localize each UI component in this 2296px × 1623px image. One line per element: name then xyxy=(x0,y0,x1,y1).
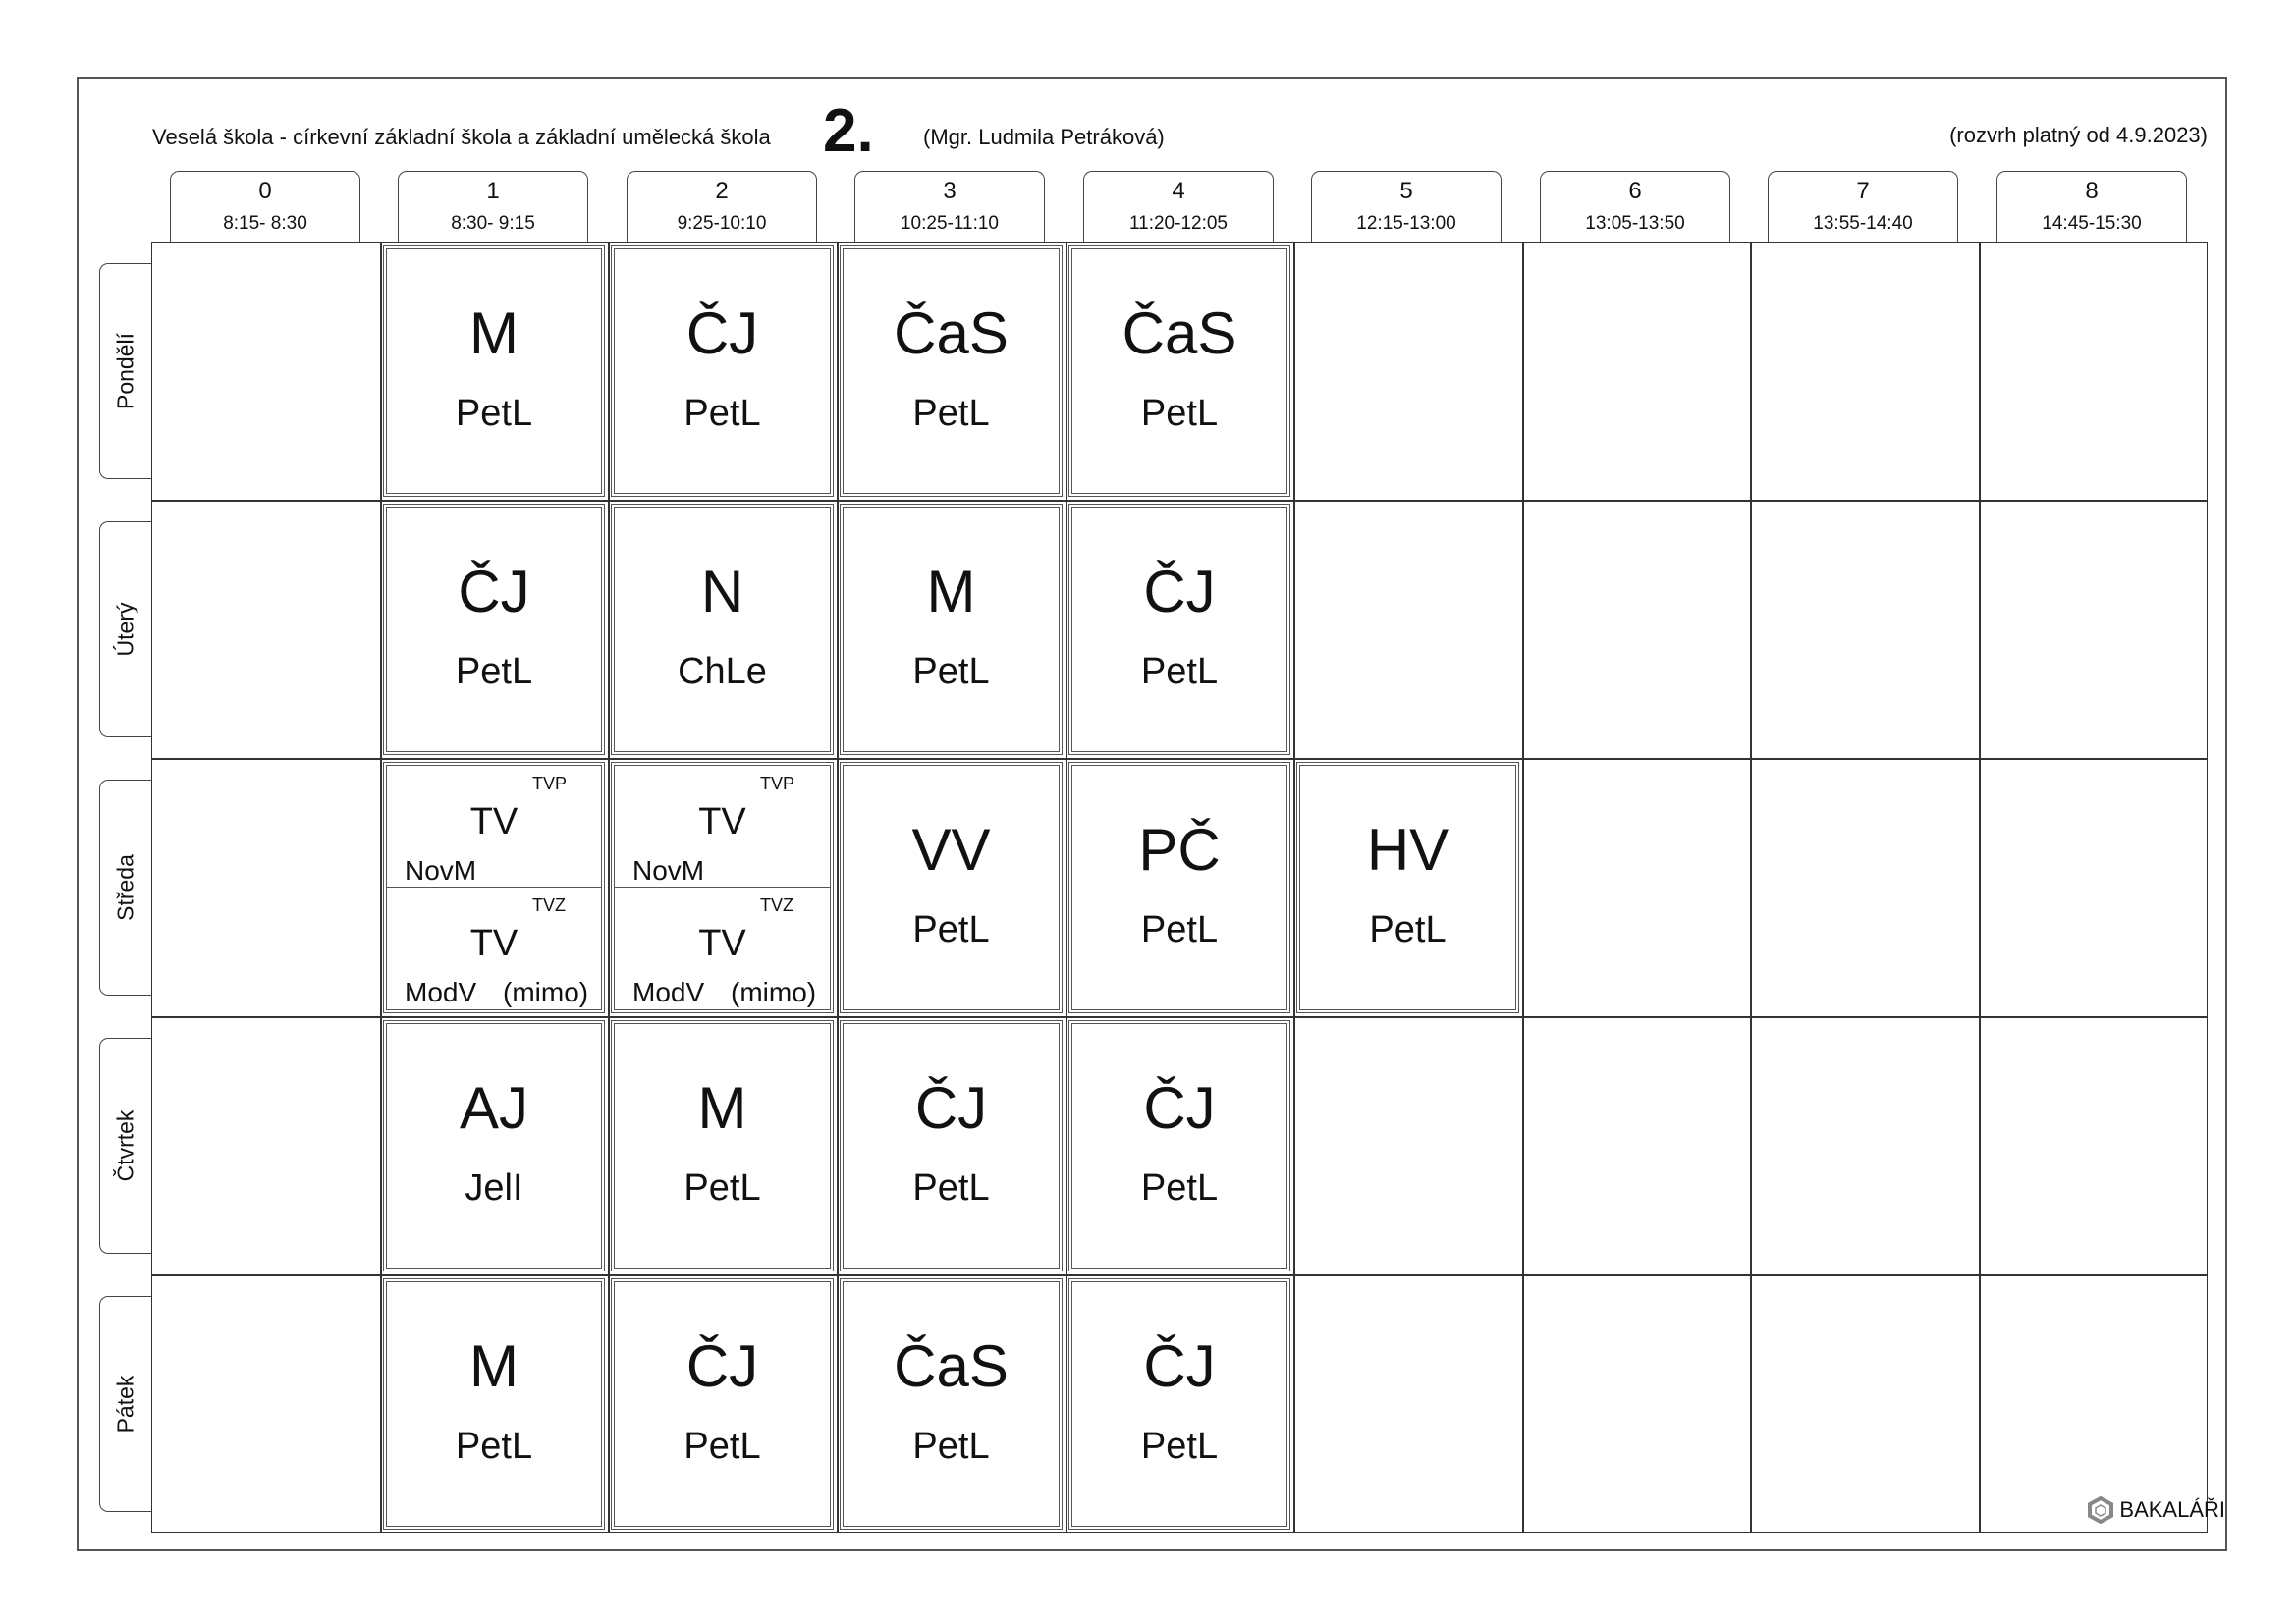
lesson-teacher: PetL xyxy=(1140,1167,1219,1209)
period-header-4 xyxy=(1083,171,1274,242)
lesson-subject: ČJ xyxy=(1143,1075,1216,1141)
lesson-teacher: PetL xyxy=(912,909,990,950)
day-label: Úterý xyxy=(112,602,138,657)
lesson-fri-2[interactable] xyxy=(614,1281,831,1527)
period-number: 6 xyxy=(1628,178,1642,204)
period-header-2 xyxy=(627,171,817,242)
period-time: 14:45-15:30 xyxy=(2042,213,2142,234)
period-number: 2 xyxy=(715,178,729,204)
lesson-mon-2[interactable] xyxy=(614,248,831,494)
lesson-subject: M xyxy=(926,559,976,624)
lesson-subject: ČaS xyxy=(1121,300,1237,366)
period-time: 8:15- 8:30 xyxy=(223,213,307,234)
grid-divider xyxy=(1750,242,1752,1533)
group-label: TVP xyxy=(532,774,568,793)
lesson-mon-3[interactable] xyxy=(843,248,1060,494)
period-time: 11:20-12:05 xyxy=(1128,213,1228,234)
lesson-subject: HV xyxy=(1366,817,1449,883)
lesson-wed-5[interactable] xyxy=(1299,765,1516,1010)
lesson-subject: ČJ xyxy=(685,300,759,366)
day-tab-wednesday xyxy=(99,780,151,996)
lesson-teacher: PetL xyxy=(683,1426,761,1467)
lesson-group-bottom xyxy=(387,888,601,1009)
lesson-subject: VV xyxy=(911,817,991,883)
lesson-teacher: NovM xyxy=(632,855,705,886)
lesson-group-bottom xyxy=(615,888,830,1009)
lesson-teacher: PetL xyxy=(455,1426,533,1467)
period-time: 10:25-11:10 xyxy=(900,213,999,234)
lesson-subject: ČaS xyxy=(894,300,1009,366)
period-header-8 xyxy=(1996,171,2187,242)
bakalari-logo xyxy=(2088,1496,2225,1524)
grid-divider xyxy=(1522,242,1524,1533)
period-number: 5 xyxy=(1399,178,1413,204)
lesson-subject: ČJ xyxy=(914,1075,988,1141)
lesson-thu-3[interactable] xyxy=(843,1023,1060,1269)
lesson-subject: ČJ xyxy=(458,559,530,624)
lesson-teacher: PetL xyxy=(1140,909,1219,950)
period-header-7 xyxy=(1768,171,1958,242)
day-label: Čtvrtek xyxy=(112,1109,138,1182)
lesson-subject: TV xyxy=(469,923,519,964)
lesson-teacher: PetL xyxy=(912,1426,990,1467)
lesson-teacher: NovM xyxy=(405,855,477,886)
period-number: 3 xyxy=(943,178,957,204)
lesson-fri-4[interactable] xyxy=(1071,1281,1287,1527)
grid-divider xyxy=(151,500,2208,502)
day-label: Pondělí xyxy=(112,332,138,410)
lesson-subject: TV xyxy=(469,801,519,842)
lesson-subject: M xyxy=(697,1075,747,1141)
hexagon-logo-icon xyxy=(2088,1496,2113,1524)
lesson-subject: TV xyxy=(698,801,746,842)
lesson-tue-1[interactable] xyxy=(386,507,602,752)
lesson-wed-3[interactable] xyxy=(843,765,1060,1010)
lesson-teacher: JelI xyxy=(465,1167,523,1209)
period-header-3 xyxy=(854,171,1045,242)
lesson-teacher: PetL xyxy=(455,651,533,692)
grid-divider xyxy=(1293,242,1295,1533)
brand-name: BAKALÁŘI xyxy=(2119,1497,2225,1522)
lesson-thu-1[interactable] xyxy=(386,1023,602,1269)
class-title: 2. xyxy=(823,97,874,165)
lesson-wed-4[interactable] xyxy=(1071,765,1287,1010)
day-tab-thursday xyxy=(99,1038,151,1254)
lesson-room: (mimo) xyxy=(731,977,817,1007)
lesson-tue-3[interactable] xyxy=(843,507,1060,752)
grid-divider xyxy=(1979,242,1981,1533)
lesson-subject: AJ xyxy=(459,1075,529,1141)
period-header-1 xyxy=(398,171,588,242)
lesson-teacher: PetL xyxy=(683,393,761,434)
day-tab-friday xyxy=(99,1296,151,1512)
grid-divider xyxy=(608,242,610,1533)
period-number: 7 xyxy=(1856,178,1870,204)
lesson-wed-2-split[interactable] xyxy=(614,765,831,1010)
period-number: 0 xyxy=(258,178,272,204)
grid-divider xyxy=(837,242,839,1533)
lesson-room: (mimo) xyxy=(503,977,589,1007)
group-label: TVP xyxy=(760,774,795,793)
grid-divider xyxy=(151,1274,2208,1276)
lesson-teacher: PetL xyxy=(1140,393,1219,434)
day-tab-monday xyxy=(99,263,151,479)
lesson-fri-3[interactable] xyxy=(843,1281,1060,1527)
group-label: TVZ xyxy=(532,895,566,915)
period-time: 13:55-14:40 xyxy=(1813,213,1913,234)
lesson-subject: ČJ xyxy=(1143,559,1216,624)
lesson-tue-4[interactable] xyxy=(1071,507,1287,752)
lesson-teacher: ModV xyxy=(405,977,477,1007)
day-tab-tuesday xyxy=(99,521,151,737)
period-number: 1 xyxy=(486,178,500,204)
class-teacher: (Mgr. Ludmila Petráková) xyxy=(923,125,1165,149)
grid-divider xyxy=(1066,242,1067,1533)
lesson-teacher: PetL xyxy=(683,1167,761,1209)
grid-divider xyxy=(151,1016,2208,1018)
day-label: Pátek xyxy=(112,1375,138,1434)
lesson-teacher: ModV xyxy=(632,977,705,1007)
lesson-teacher: ChLe xyxy=(678,651,767,692)
lesson-teacher: PetL xyxy=(455,393,533,434)
lesson-fri-1[interactable] xyxy=(386,1281,602,1527)
lesson-subject: M xyxy=(469,300,519,366)
lesson-teacher: PetL xyxy=(1140,651,1219,692)
lesson-thu-2[interactable] xyxy=(614,1023,831,1269)
lesson-subject: N xyxy=(700,559,744,624)
lesson-tue-2[interactable] xyxy=(614,507,831,752)
day-label: Středa xyxy=(112,854,138,921)
lesson-subject: PČ xyxy=(1138,817,1221,883)
period-header-5 xyxy=(1311,171,1502,242)
period-number: 8 xyxy=(2085,178,2099,204)
lesson-teacher: PetL xyxy=(912,651,990,692)
lesson-subject: ČaS xyxy=(894,1333,1009,1399)
lesson-group-top xyxy=(387,766,601,888)
period-header-0 xyxy=(170,171,360,242)
lesson-thu-4[interactable] xyxy=(1071,1023,1287,1269)
lesson-mon-1[interactable] xyxy=(386,248,602,494)
lesson-teacher: PetL xyxy=(912,1167,990,1209)
period-time: 9:25-10:10 xyxy=(677,213,767,234)
period-header-6 xyxy=(1540,171,1730,242)
lesson-subject: ČJ xyxy=(1143,1333,1216,1399)
period-number: 4 xyxy=(1172,178,1185,204)
school-name: Veselá škola - církevní základní škola a základní umělecká škola xyxy=(152,125,771,149)
period-time: 13:05-13:50 xyxy=(1585,213,1685,234)
period-time: 8:30- 9:15 xyxy=(451,213,535,234)
grid-divider xyxy=(151,758,2208,760)
group-label: TVZ xyxy=(760,895,793,915)
lesson-group-top xyxy=(615,766,830,888)
grid-divider xyxy=(380,242,382,1533)
lesson-teacher: PetL xyxy=(1140,1426,1219,1467)
lesson-teacher: PetL xyxy=(912,393,990,434)
lesson-subject: TV xyxy=(698,923,746,964)
lesson-subject: M xyxy=(469,1333,519,1399)
lesson-teacher: PetL xyxy=(1369,909,1447,950)
valid-from: (rozvrh platný od 4.9.2023) xyxy=(1949,123,2208,147)
lesson-mon-4[interactable] xyxy=(1071,248,1287,494)
period-time: 12:15-13:00 xyxy=(1356,213,1456,234)
lesson-subject: ČJ xyxy=(685,1333,759,1399)
lesson-wed-1-split[interactable] xyxy=(386,765,602,1010)
